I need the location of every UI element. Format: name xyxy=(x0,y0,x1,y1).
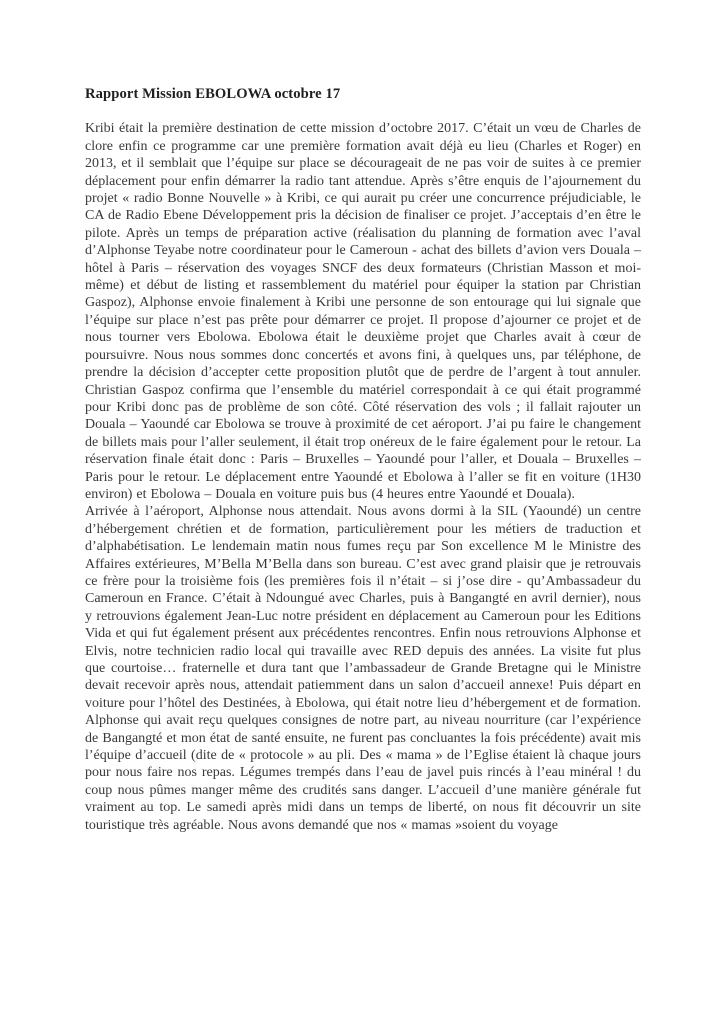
body-paragraph-1: Kribi était la première destination de cette mission d’octobre 2017. C’était un vœu de Charles de clore enfin ce programme car une première formation avait déjà eu lieu (Charles et Roger) en 2013, et il semblait que l’équipe sur place se décourageait de ne pas voir de suites à ce premier déplacement pour enfin démarrer la radio tant attendue. Après s’être enquis de l’ajournement du projet « radio Bonne Nouvelle » à Kribi, ce qui aurait pu créer une concurrence préjudiciable, le CA de Radio Ebene Développement pris la décision de finaliser ce projet. J’acceptais d’en être le pilote. Après un temps de préparation active (réalisation du planning de formation avec l’aval d’Alphonse Teyabe notre coordinateur pour le Cameroun - achat des billets d’avion vers Douala – hôtel à Paris – réservation des voyages SNCF des deux formateurs (Christian Masson et moi-même) et début de listing et rassemblement du matériel pour équiper la station par Christian Gaspoz), Alphonse envoie finalement à Kribi une personne de son entourage qui lui signale que l’équipe sur place n’est pas prête pour démarrer ce projet. Il propose d’ajourner ce projet et de nous tourner vers Ebolowa. Ebolowa était le deuxième projet que Charles avait à cœur de poursuivre. Nous nous sommes donc concertés et avons fini, à quelques uns, par téléphone, de prendre la décision d’accepter cette proposition plutôt que de perdre de l’argent à tout annuler. Christian Gaspoz confirma que l’ensemble du matériel correspondait à ce qui était programmé pour Kribi donc pas de problème de son côté. Côté réservation des vols ; il fallait rajouter un Douala – Yaoundé car Ebolowa se trouve à proximité de cet aéroport. J’ai pu faire le changement de billets mais pour l’aller seulement, il était trop onéreux de le faire également pour le retour. La réservation finale était donc : Paris – Bruxelles – Yaoundé pour l’aller, et Douala – Bruxelles – Paris pour le retour. Le déplacement entre Yaoundé et Ebolowa à l’aller se fit en voiture (1H30 environ) et Ebolowa – Douala en voiture puis bus (4 heures entre Yaoundé et Douala). xyxy=(85,121,641,502)
document-title: Rapport Mission EBOLOWA octobre 17 xyxy=(85,86,341,102)
body-paragraph-2: Arrivée à l’aéroport, Alphonse nous attendait. Nous avons dormi à la SIL (Yaoundé) un centre d’hébergement chrétien et de formation, particulièrement pour les métiers de traduction et d’alphabétisation. Le lendemain matin nous fumes reçu par Son excellence M le Ministre des Affaires extérieures, M’Bella M’Bella dans son bureau. C’est avec grand plaisir que je retrouvais ce frère pour la troisième fois (les premières fois il n’était – si j’ose dire - qu’Ambassadeur du Cameroun en France. C’était à Ndoungué avec Charles, puis à Bangangté en avril dernier), nous y retrouvions également Jean-Luc notre président en déplacement au Cameroun pour les Editions Vida et qui fut également présent aux précédentes rencontres. Enfin nous retrouvions Alphonse et Elvis, notre technicien radio local qui travaille avec RED depuis des années. La visite fut plus que courtoise… fraternelle et dura tant que l’ambassadeur de Grande Bretagne qui le Ministre devait recevoir après nous, attendait patiemment dans un salon d’accueil annexe! Puis départ en voiture pour l’hôtel des Destinées, à Ebolowa, qui était notre lieu d’hébergement et de formation. Alphonse qui avait reçu quelques consignes de notre part, au niveau nourriture (car l’expérience de Bangangté et mon état de santé ensuite, ne furent pas concluantes la fois précédente) avait mis l’équipe d’accueil (dite de « protocole » au pli. Des « mama » de l’Eglise étaient là chaque jours pour nous faire nos repas. Légumes trempés dans l’eau de javel puis rincés à l’eau minéral ! du coup nous pûmes manger même des crudités sans danger. L’accueil d’une manière générale fut vraiment au top. Le samedi après midi dans un temps de liberté, on nous fit découvrir un site touristique très agréable. Nous avons demandé que nos « mamas »soient du voyage xyxy=(85,504,641,833)
document-content xyxy=(85,86,641,834)
